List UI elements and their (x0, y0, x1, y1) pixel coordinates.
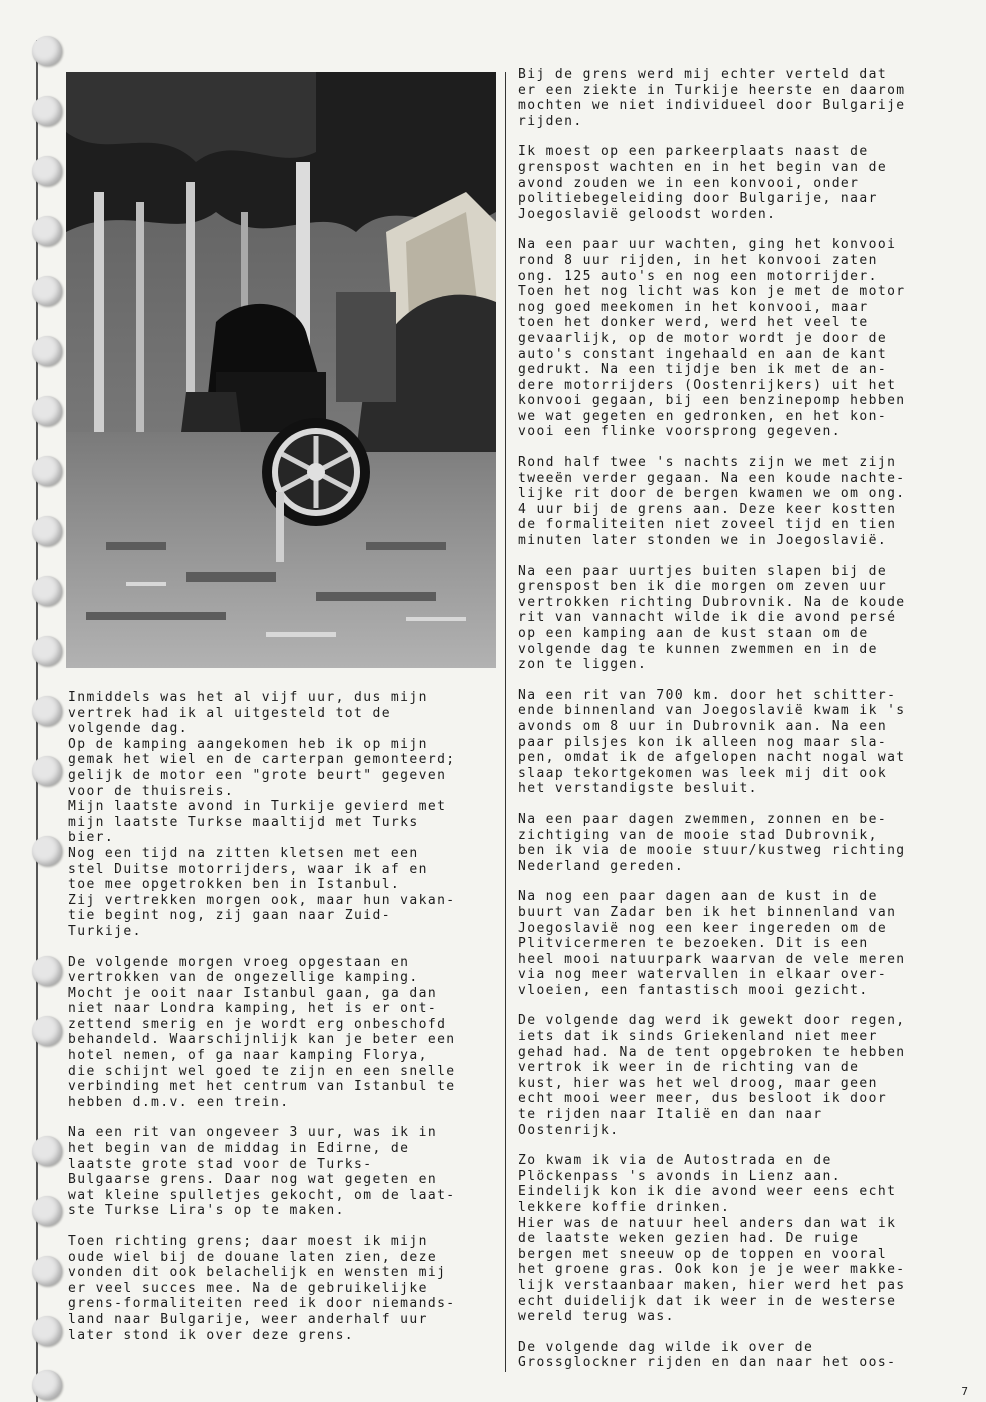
article-paragraph: Bij de grens werd mij echter verteld dat er een ziekte in Turkije heerste en daarom mochten we niet individueel door Bulgarije rijden. (518, 67, 906, 129)
binding-ring-icon (32, 96, 62, 126)
binding-ring-icon (32, 636, 62, 666)
binding-ring-icon (32, 456, 62, 486)
article-paragraph: De volgende dag werd ik gewekt door regen, iets dat ik sinds Griekenland niet meer gehad had. Na de tent opgebroken te hebben vertrok ik weer in de richting van de kust, hier was het wel droog, maar geen echt mooi weer meer, dus besloot ik door te rijden naar Italië en dan naar Oostenrijk. (518, 1013, 906, 1138)
binding-ring-icon (32, 336, 62, 366)
article-paragraph: Na een paar uurtjes buiten slapen bij de grenspost ben ik die morgen om zeven uur vertrokken richting Dubrovnik. Na de koude rit van vannacht wilde ik die avond persé op een kamping aan de kust staan om de volgende dag te kunnen zwemmen en in de zon te liggen. (518, 563, 906, 673)
binding-ring-icon (32, 576, 62, 606)
binding-ring-icon (32, 396, 62, 426)
article-paragraph: Rond half twee 's nachts zijn we met zijn tweeën verder gegaan. Na een koude nachte- lijke rit door de bergen kwamen we om ong. 4 uur bij de grens aan. Deze keer kostten de formaliteiten niet zoveel tijd en tien minuten later stonden we in Joegoslavië. (518, 455, 906, 549)
article-paragraph: Zo kwam ik via de Autostrada en de Plöckenpass 's avonds in Lienz aan. Eindelijk kon ik die avond weer eens echt lekkere koffie drinken. Hier was de natuur heel anders dan wat ik de laatste weken gezien had. De ruige bergen met sneeuw op de toppen en vooral het groene gras. Ook kon je je weer makke- lijk verstaanbaar maken, hier werd het pas echt duidelijk dat ik weer in de westerse wereld terug was. (518, 1153, 906, 1325)
article-paragraph: Na een rit van ongeveer 3 uur, was ik in het begin van de middag in Edirne, de laatste grote stad voor de Turks- Bulgaarse grens. Daar nog wat gegeten en wat kleine spulletjes gekocht, om de laat- ste Turkse Lira's op te maken. (68, 1125, 456, 1219)
binding-ring-icon (32, 1016, 62, 1046)
article-paragraph: Na een paar uur wachten, ging het konvooi rond 8 uur rijden, in het konvooi zaten ong. 125 auto's en nog een motorrijder. Toen het nog licht was kon je met de motor nog goed meekomen in het konvooi, maar toen het donker werd, werd het veel te gevaarlijk, op de motor wordt je door de auto's constant ingehaald en aan de kant gedrukt. Na een tijdje ben ik met de an- dere motorrijders (Oostenrijkers) uit het konvooi gegaan, bij een benzinepomp hebben we wat gegeten en gedronken, en het kon- vooi een flinke voorsprong gegeven. (518, 237, 906, 440)
binding-ring-icon (32, 156, 62, 186)
campsite-motorcycle-photo (66, 72, 496, 668)
binding-ring-icon (32, 1256, 62, 1286)
article-paragraph: Ik moest op een parkeerplaats naast de grenspost wachten en in het begin van de avond zouden we in een konvooi, onder politiebegeleiding door Bulgarije, naar Joegoslavië geloodst worden. (518, 144, 888, 222)
article-right-column (518, 67, 950, 1386)
binding-ring-icon (32, 1316, 62, 1346)
article-paragraph: Na een rit van 700 km. door het schitter- ende binnenland van Joegoslavië kwam ik 's avonds om 8 uur in Dubrovnik aan. Na een paar pilsjes kon ik alleen nog maar sla- pen, omdat ik de afgelopen nacht nogal wat slaap tekortgekomen was leek mij dit ook het verstandigste besluit. (518, 687, 906, 797)
binding-ring-icon (32, 216, 62, 246)
binding-ring-icon (32, 756, 62, 786)
article-left-column (68, 690, 498, 1358)
binding-ring-icon (32, 516, 62, 546)
article-paragraph: De volgende morgen vroeg opgestaan en vertrokken van de ongezellige kamping. Mocht je ooit naar Istanbul gaan, ga dan niet naar Londra kamping, het is er ont- zettend smerig en je wordt erg onbeschofd behandeld. Waarschijnlijk kan je beter een hotel nemen, of ga naar kamping Florya, die schijnt wel goed te zijn en een snelle verbinding met het centrum van Istanbul te hebben d.m.v. een trein. (68, 954, 456, 1110)
binding-ring-icon (32, 836, 62, 866)
binding-ring-icon (32, 696, 62, 726)
column-divider (505, 72, 506, 1372)
article-paragraph: Inmiddels was het al vijf uur, dus mijn vertrek had ik al uitgesteld tot de volgende dag. Op de kamping aangekomen heb ik op mijn gemak het wiel en de carterpan gemonteerd; gelijk de motor een "grote beurt" gegeven voor de thuisreis. Mijn laatste avond in Turkije gevierd met mijn laatste Turkse maaltijd met Turks bier. Nog een tijd na zitten kletsen met een stel Duitse motorrijders, waar ik af en toe mee opgetrokken ben in Istanbul. Zij vertrekken morgen ook, maar hun vakan- tie begint nog, zij gaan naar Zuid- Turkije. (68, 690, 456, 939)
article-paragraph: Toen richting grens; daar moest ik mijn oude wiel bij de douane laten zien, deze vonden dit ook belachelijk en wensten mij er veel succes mee. Na de gebruikelijke grens-formaliteiten reed ik door niemands- land naar Bulgarije, weer anderhalf uur later stond ik over deze grens. (68, 1234, 456, 1343)
binding-ring-icon (32, 956, 62, 986)
article-paragraph: Na nog een paar dagen aan de kust in de buurt van Zadar ben ik het binnenland van Joegoslavië nog een keer ingereden om de Plitvicermeren te bezoeken. Dit is een heel mooi natuurpark waarvan de vele meren via nog meer watervallen in elkaar over- vloeien, een fantastisch mooi gezicht. (518, 889, 906, 998)
article-paragraph: Na een paar dagen zwemmen, zonnen en be- zichtiging van de mooie stad Dubrovnik, ben ik via de mooie stuur/kustweg richting Nederland gereden. (518, 811, 906, 874)
binding-ring-icon (32, 1196, 62, 1226)
article-paragraph: De volgende dag wilde ik over de Grossglockner rijden en dan naar het oos- (518, 1339, 897, 1371)
binding-ring-icon (32, 276, 62, 306)
binding-ring-icon (32, 1370, 62, 1400)
motorcycle-photo-icon (66, 72, 496, 668)
page-number: 7 (961, 1385, 968, 1398)
binding-ring-icon (32, 36, 62, 66)
binding-ring-icon (32, 1136, 62, 1166)
